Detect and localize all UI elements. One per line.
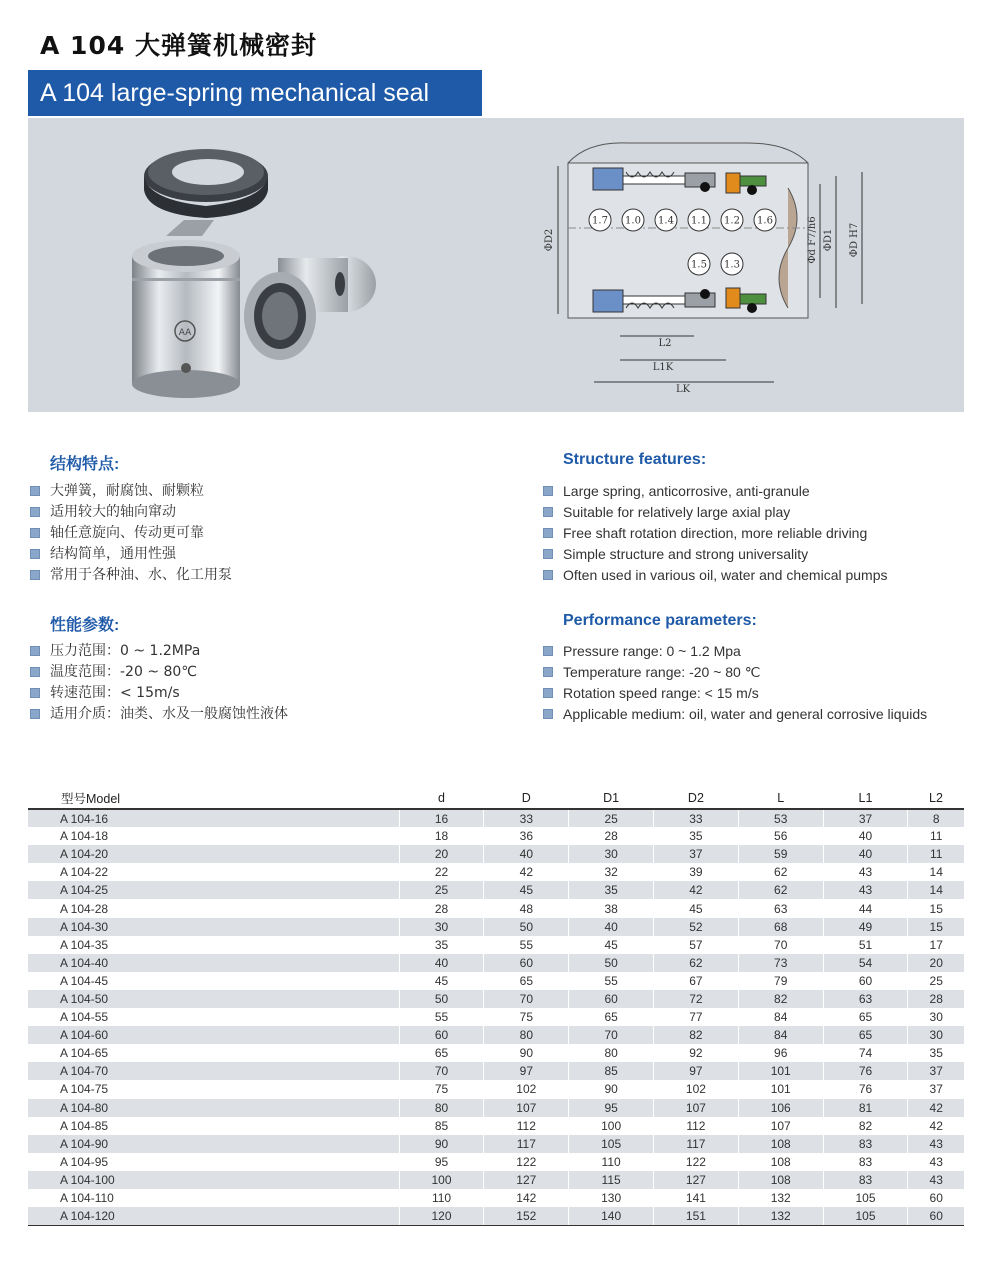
value-cell: 44 [823,899,908,917]
value-cell: 60 [908,1189,964,1207]
value-cell: 60 [399,1026,484,1044]
value-cell: 60 [823,972,908,990]
value-cell: 59 [738,845,823,863]
value-cell: 30 [908,1008,964,1026]
bullet-icon [543,709,553,719]
list-item: 转速范围：< 15m/s [30,683,288,704]
table-row [28,1153,964,1171]
bullet-icon [30,646,40,656]
bullet-icon [543,667,553,677]
value-cell: 117 [484,1135,569,1153]
page-title-en: A 104 large-spring mechanical seal [40,79,430,107]
value-cell: 40 [484,845,569,863]
value-cell: 95 [399,1153,484,1171]
part-balloon [688,253,710,275]
value-cell: 53 [738,809,823,827]
svg-text:AA: AA [178,328,192,338]
dim-l2: L2 [658,338,672,349]
value-cell: 92 [654,1044,739,1062]
structure-heading-cn: 结构特点: [50,456,120,473]
value-cell: 37 [908,1080,964,1098]
model-cell: A 104-85 [28,1117,399,1135]
value-cell: 43 [908,1153,964,1171]
model-cell: A 104-120 [28,1207,399,1225]
column-header-l2: L2 [908,787,964,809]
value-cell: 142 [484,1189,569,1207]
model-cell: A 104-60 [28,1026,399,1044]
bullet-icon [30,528,40,538]
value-cell: 95 [569,1099,654,1117]
bullet-icon [30,688,40,698]
bullet-icon [543,646,553,656]
value-cell: 83 [823,1135,908,1153]
value-cell: 83 [823,1171,908,1189]
table-row [28,918,964,936]
value-cell: 33 [484,809,569,827]
value-cell: 62 [738,863,823,881]
product-hero-panel [28,118,964,412]
value-cell: 80 [484,1026,569,1044]
cross-section-drawing [544,143,862,395]
value-cell: 28 [569,827,654,845]
model-cell: A 104-55 [28,1008,399,1026]
svg-text:1.1: 1.1 [691,215,707,227]
structure-heading-en: Structure features: [563,451,707,468]
table-row [28,809,964,827]
seal-assembly-side [244,256,376,360]
table-row [28,1026,964,1044]
model-cell: A 104-75 [28,1080,399,1098]
value-cell: 63 [823,990,908,1008]
value-cell: 140 [569,1207,654,1225]
value-cell: 102 [654,1080,739,1098]
list-item: 大弹簧，耐腐蚀、耐颗粒 [30,481,232,502]
value-cell: 37 [654,845,739,863]
dim-l1k: L1K [652,362,674,373]
value-cell: 28 [908,990,964,1008]
model-cell: A 104-90 [28,1135,399,1153]
model-cell: A 104-16 [28,809,399,827]
model-cell: A 104-110 [28,1189,399,1207]
value-cell: 70 [738,936,823,954]
performance-list-en [543,641,927,725]
bullet-icon [543,570,553,580]
model-cell: A 104-50 [28,990,399,1008]
value-cell: 151 [654,1207,739,1225]
model-cell: A 104-30 [28,918,399,936]
value-cell: 14 [908,863,964,881]
value-cell: 50 [569,954,654,972]
value-cell: 90 [569,1080,654,1098]
svg-text:1.0: 1.0 [625,215,641,227]
value-cell: 90 [399,1135,484,1153]
value-cell: 122 [484,1153,569,1171]
value-cell: 40 [823,827,908,845]
part-balloon [688,209,710,231]
list-item: Often used in various oil, water and chemical pumps [543,565,888,586]
value-cell: 107 [738,1117,823,1135]
list-item: Simple structure and strong universality [543,544,888,565]
value-cell: 73 [738,954,823,972]
value-cell: 85 [399,1117,484,1135]
table-row [28,936,964,954]
value-cell: 25 [399,881,484,899]
value-cell: 25 [569,809,654,827]
dim-d1: ΦD1 [823,228,834,252]
table-row [28,1207,964,1225]
model-cell: A 104-25 [28,881,399,899]
value-cell: 37 [823,809,908,827]
model-cell: A 104-40 [28,954,399,972]
value-cell: 15 [908,918,964,936]
value-cell: 60 [569,990,654,1008]
value-cell: 108 [738,1135,823,1153]
value-cell: 18 [399,827,484,845]
value-cell: 43 [823,863,908,881]
seal-face-ring [144,149,268,218]
model-cell: A 104-65 [28,1044,399,1062]
value-cell: 45 [399,972,484,990]
list-item: 常用于各种油、水、化工用泵 [30,565,232,586]
value-cell: 25 [908,972,964,990]
value-cell: 117 [654,1135,739,1153]
value-cell: 30 [908,1026,964,1044]
value-cell: 62 [738,881,823,899]
value-cell: 130 [569,1189,654,1207]
value-cell: 84 [738,1008,823,1026]
model-cell: A 104-70 [28,1062,399,1080]
table-row [28,827,964,845]
list-item: 温度范围：-20 ~ 80℃ [30,662,288,683]
value-cell: 105 [569,1135,654,1153]
value-cell: 11 [908,845,964,863]
value-cell: 108 [738,1171,823,1189]
list-item: Pressure range: 0 ~ 1.2 Mpa [543,641,927,662]
table-row [28,881,964,899]
value-cell: 65 [399,1044,484,1062]
value-cell: 43 [908,1171,964,1189]
structure-list-en [543,481,888,586]
svg-text:1.4: 1.4 [658,215,674,227]
value-cell: 75 [399,1080,484,1098]
seal-body [132,220,240,398]
value-cell: 45 [484,881,569,899]
value-cell: 101 [738,1080,823,1098]
model-cell: A 104-45 [28,972,399,990]
value-cell: 112 [654,1117,739,1135]
value-cell: 42 [654,881,739,899]
part-balloon [655,209,677,231]
value-cell: 70 [569,1026,654,1044]
part-balloon [589,209,611,231]
value-cell: 42 [908,1099,964,1117]
value-cell: 76 [823,1062,908,1080]
dim-dh: ΦD H7 [849,222,860,258]
part-balloon [754,209,776,231]
value-cell: 22 [399,863,484,881]
table-row [28,1117,964,1135]
value-cell: 101 [738,1062,823,1080]
value-cell: 40 [823,845,908,863]
list-item: Large spring, anticorrosive, anti-granule [543,481,888,502]
structure-list-cn [30,481,232,586]
value-cell: 75 [484,1008,569,1026]
dim-lk: LK [675,384,691,395]
value-cell: 11 [908,827,964,845]
value-cell: 42 [484,863,569,881]
value-cell: 14 [908,881,964,899]
value-cell: 28 [399,899,484,917]
value-cell: 17 [908,936,964,954]
value-cell: 57 [654,936,739,954]
value-cell: 82 [654,1026,739,1044]
value-cell: 107 [654,1099,739,1117]
table-row [28,1062,964,1080]
value-cell: 30 [399,918,484,936]
column-header-l1: L1 [823,787,908,809]
model-cell: A 104-28 [28,899,399,917]
value-cell: 120 [399,1207,484,1225]
value-cell: 97 [484,1062,569,1080]
value-cell: 110 [399,1189,484,1207]
value-cell: 35 [908,1044,964,1062]
bullet-icon [30,667,40,677]
value-cell: 55 [569,972,654,990]
value-cell: 127 [654,1171,739,1189]
part-balloon [721,253,743,275]
value-cell: 74 [823,1044,908,1062]
part-balloon [721,209,743,231]
value-cell: 77 [654,1008,739,1026]
table-row [28,1135,964,1153]
value-cell: 80 [569,1044,654,1062]
bullet-icon [543,549,553,559]
table-row [28,990,964,1008]
table-row [28,845,964,863]
value-cell: 127 [484,1171,569,1189]
value-cell: 60 [484,954,569,972]
value-cell: 82 [738,990,823,1008]
column-header-d1: D1 [569,787,654,809]
value-cell: 39 [654,863,739,881]
value-cell: 108 [738,1153,823,1171]
value-cell: 20 [399,845,484,863]
value-cell: 81 [823,1099,908,1117]
value-cell: 100 [569,1117,654,1135]
svg-text:1.6: 1.6 [757,215,773,227]
value-cell: 49 [823,918,908,936]
list-item: 适用较大的轴向窜动 [30,502,232,523]
value-cell: 84 [738,1026,823,1044]
model-cell: A 104-80 [28,1099,399,1117]
table-row [28,1171,964,1189]
value-cell: 72 [654,990,739,1008]
list-item: Rotation speed range: < 15 m/s [543,683,927,704]
value-cell: 110 [569,1153,654,1171]
list-item: 压力范围：0 ~ 1.2MPa [30,641,288,662]
value-cell: 105 [823,1207,908,1225]
bullet-icon [30,549,40,559]
dim-d2: ΦD2 [544,228,555,252]
list-item: Applicable medium: oil, water and general corrosive liquids [543,704,927,725]
bullet-icon [543,486,553,496]
value-cell: 30 [569,845,654,863]
value-cell: 85 [569,1062,654,1080]
value-cell: 132 [738,1189,823,1207]
value-cell: 82 [823,1117,908,1135]
table-row [28,1080,964,1098]
column-header-l: L [738,787,823,809]
value-cell: 79 [738,972,823,990]
value-cell: 67 [654,972,739,990]
table-row [28,1189,964,1207]
value-cell: 40 [399,954,484,972]
model-cell: A 104-20 [28,845,399,863]
value-cell: 35 [399,936,484,954]
value-cell: 70 [399,1062,484,1080]
bullet-icon [30,570,40,580]
value-cell: 68 [738,918,823,936]
part-balloon [622,209,644,231]
value-cell: 90 [484,1044,569,1062]
value-cell: 55 [399,1008,484,1026]
model-cell: A 104-22 [28,863,399,881]
value-cell: 56 [738,827,823,845]
list-item: Temperature range: -20 ~ 80 ℃ [543,662,927,683]
table-body [28,809,964,1225]
value-cell: 100 [399,1171,484,1189]
value-cell: 37 [908,1062,964,1080]
value-cell: 15 [908,899,964,917]
performance-heading-en: Performance parameters: [563,612,757,629]
value-cell: 55 [484,936,569,954]
bullet-icon [30,486,40,496]
value-cell: 105 [823,1189,908,1207]
dim-d: Φd F7/h6 [807,216,818,264]
value-cell: 8 [908,809,964,827]
table-row [28,972,964,990]
list-item: 适用介质：油类、水及一般腐蚀性液体 [30,704,288,725]
value-cell: 43 [908,1135,964,1153]
table-header-row [28,787,964,809]
value-cell: 70 [484,990,569,1008]
performance-heading-cn: 性能参数: [50,617,120,634]
model-cell: A 104-18 [28,827,399,845]
value-cell: 35 [569,881,654,899]
value-cell: 38 [569,899,654,917]
table-row [28,1008,964,1026]
column-header-d: d [399,787,484,809]
table-row [28,1099,964,1117]
bullet-icon [543,688,553,698]
value-cell: 45 [569,936,654,954]
value-cell: 106 [738,1099,823,1117]
column-header-model: 型号Model [28,787,399,809]
value-cell: 48 [484,899,569,917]
value-cell: 62 [654,954,739,972]
value-cell: 97 [654,1062,739,1080]
bullet-icon [30,507,40,517]
svg-text:1.7: 1.7 [592,215,608,227]
bullet-icon [30,709,40,719]
performance-list-cn [30,641,288,725]
value-cell: 52 [654,918,739,936]
value-cell: 152 [484,1207,569,1225]
list-item: 结构简单，通用性强 [30,544,232,565]
value-cell: 50 [399,990,484,1008]
value-cell: 50 [484,918,569,936]
table-row [28,1044,964,1062]
model-cell: A 104-95 [28,1153,399,1171]
value-cell: 65 [823,1008,908,1026]
value-cell: 42 [908,1117,964,1135]
svg-text:1.2: 1.2 [724,215,740,227]
value-cell: 65 [484,972,569,990]
list-item: Suitable for relatively large axial play [543,502,888,523]
value-cell: 115 [569,1171,654,1189]
table-row [28,899,964,917]
model-cell: A 104-35 [28,936,399,954]
value-cell: 76 [823,1080,908,1098]
value-cell: 33 [654,809,739,827]
svg-text:1.5: 1.5 [691,259,707,271]
list-item: Free shaft rotation direction, more reliable driving [543,523,888,544]
value-cell: 43 [823,881,908,899]
value-cell: 65 [569,1008,654,1026]
table-row [28,863,964,881]
value-cell: 32 [569,863,654,881]
dimension-table [28,787,964,1226]
value-cell: 16 [399,809,484,827]
value-cell: 107 [484,1099,569,1117]
value-cell: 112 [484,1117,569,1135]
value-cell: 83 [823,1153,908,1171]
table-row [28,954,964,972]
model-cell: A 104-100 [28,1171,399,1189]
value-cell: 132 [738,1207,823,1225]
value-cell: 141 [654,1189,739,1207]
value-cell: 36 [484,827,569,845]
value-cell: 65 [823,1026,908,1044]
product-illustration [28,118,964,412]
value-cell: 40 [569,918,654,936]
value-cell: 63 [738,899,823,917]
value-cell: 122 [654,1153,739,1171]
value-cell: 54 [823,954,908,972]
column-header-d2: D2 [654,787,739,809]
value-cell: 35 [654,827,739,845]
value-cell: 80 [399,1099,484,1117]
bullet-icon [543,528,553,538]
list-item: 轴任意旋向、传动更可靠 [30,523,232,544]
value-cell: 60 [908,1207,964,1225]
value-cell: 51 [823,936,908,954]
svg-text:1.3: 1.3 [724,259,740,271]
page-title-cn: A 104 大弹簧机械密封 [40,31,317,60]
column-header-dh: D [484,787,569,809]
value-cell: 45 [654,899,739,917]
bullet-icon [543,507,553,517]
value-cell: 102 [484,1080,569,1098]
value-cell: 20 [908,954,964,972]
value-cell: 96 [738,1044,823,1062]
